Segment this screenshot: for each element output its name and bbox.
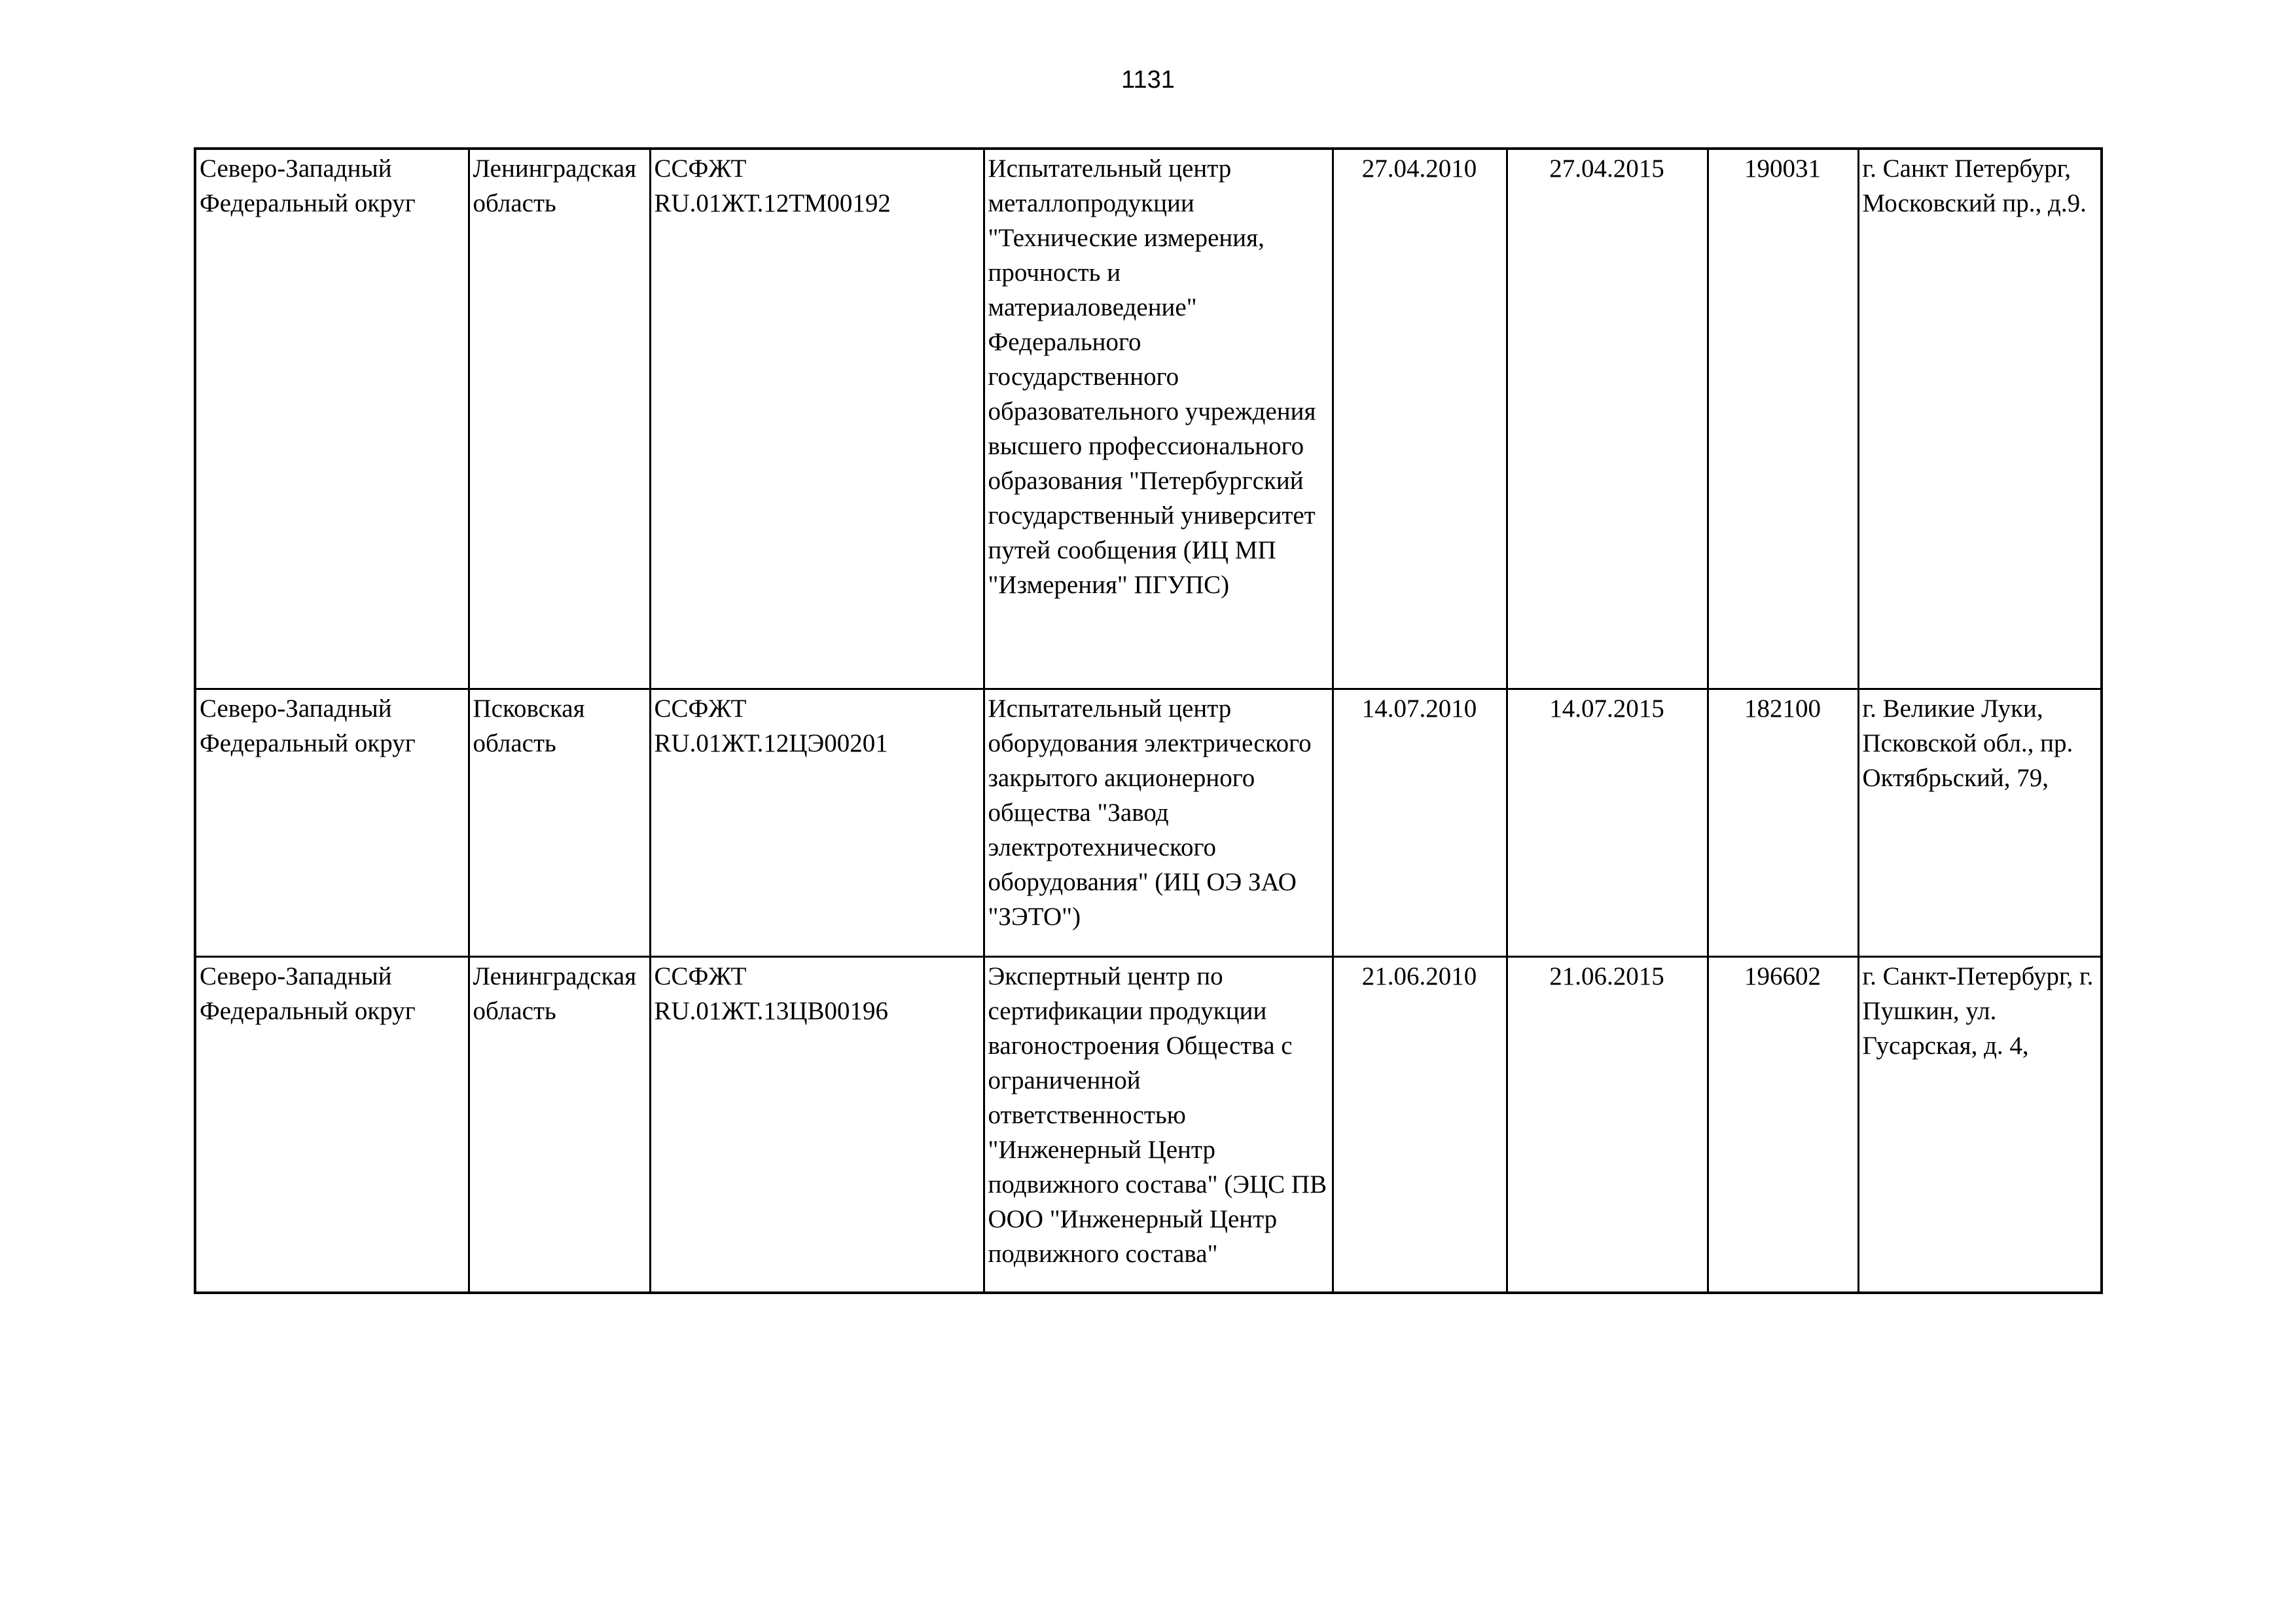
- page-number: 1131: [1121, 66, 1175, 94]
- postal-code-cell: 196602: [1708, 957, 1858, 1293]
- certificate-cell: ССФЖТ RU.01ЖТ.13ЦВ00196: [650, 957, 984, 1293]
- certification-table: [194, 147, 2103, 1294]
- district-cell: Северо-Западный Федеральный округ: [195, 149, 469, 689]
- organization-cell: Испытательный центр металлопродукции "Технические измерения, прочность и материаловедение" Федерального государственного образовательного учреждения высшего профессионального образования "Петербургский государственный университет путей сообщения (ИЦ МП "Измерения" ПГУПС): [984, 149, 1333, 689]
- organization-cell: Экспертный центр по сертификации продукции вагоностроения Общества с ограниченной ответственностью "Инженерный Центр подвижного состава" (ЭЦС ПВ ООО "Инженерный Центр подвижного состава": [984, 957, 1333, 1293]
- region-cell: Псковская область: [469, 689, 650, 957]
- certificate-cell: ССФЖТ RU.01ЖТ.12ЦЭ00201: [650, 689, 984, 957]
- certificate-cell: ССФЖТ RU.01ЖТ.12ТМ00192: [650, 149, 984, 689]
- date-issued-cell: 14.07.2010: [1333, 689, 1507, 957]
- date-valid-cell: 14.07.2015: [1507, 689, 1708, 957]
- address-cell: г. Санкт Петербург, Московский пр., д.9.: [1858, 149, 2102, 689]
- district-cell: Северо-Западный Федеральный округ: [195, 689, 469, 957]
- date-issued-cell: 27.04.2010: [1333, 149, 1507, 689]
- table-row: [195, 957, 2102, 1293]
- table-row: [195, 149, 2102, 689]
- region-cell: Ленинградская область: [469, 149, 650, 689]
- region-cell: Ленинградская область: [469, 957, 650, 1293]
- date-valid-cell: 27.04.2015: [1507, 149, 1708, 689]
- organization-cell: Испытательный центр оборудования электрического закрытого акционерного общества "Завод электротехнического оборудования" (ИЦ ОЭ ЗАО "ЗЭТО"): [984, 689, 1333, 957]
- postal-code-cell: 182100: [1708, 689, 1858, 957]
- address-cell: г. Великие Луки, Псковской обл., пр. Октябрьский, 79,: [1858, 689, 2102, 957]
- address-cell: г. Санкт-Петербург, г. Пушкин, ул. Гусарская, д. 4,: [1858, 957, 2102, 1293]
- postal-code-cell: 190031: [1708, 149, 1858, 689]
- district-cell: Северо-Западный Федеральный округ: [195, 957, 469, 1293]
- date-valid-cell: 21.06.2015: [1507, 957, 1708, 1293]
- date-issued-cell: 21.06.2010: [1333, 957, 1507, 1293]
- table-row: [195, 689, 2102, 957]
